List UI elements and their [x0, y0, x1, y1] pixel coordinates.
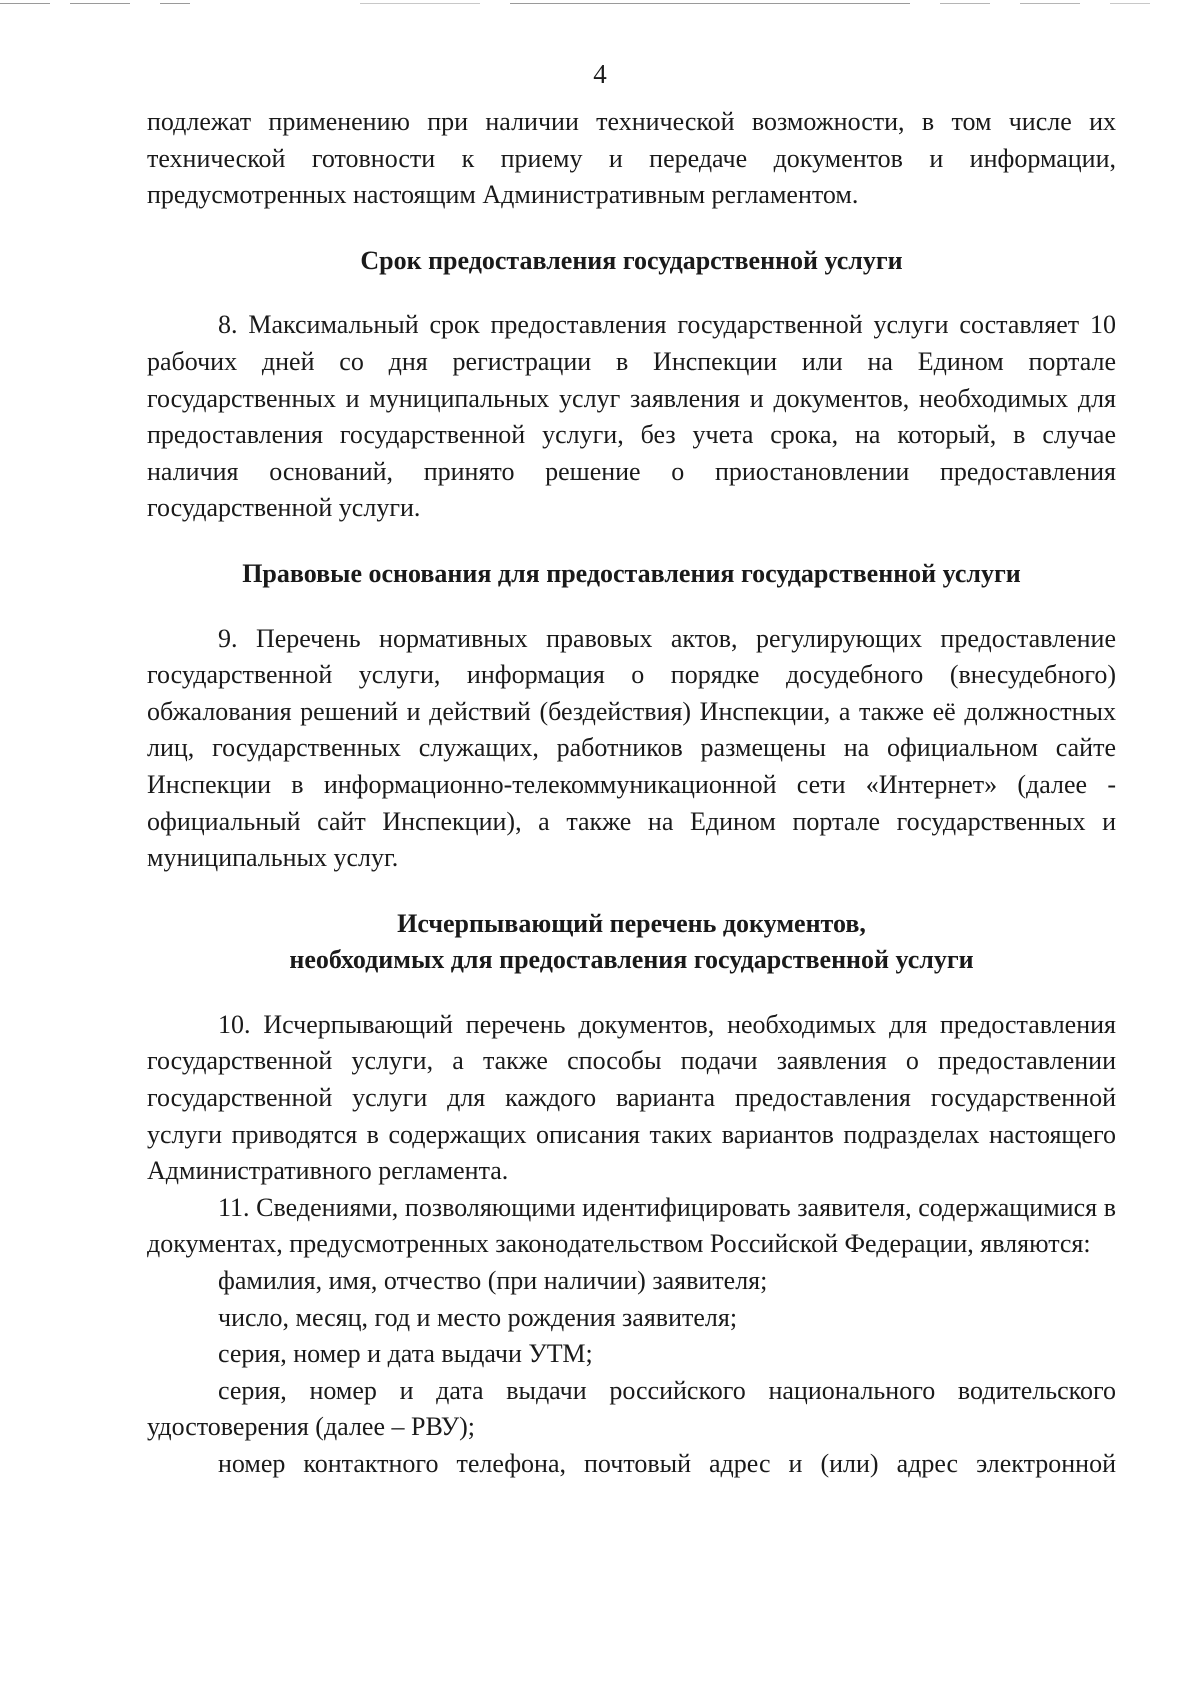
list-item: серия, номер и дата выдачи УТМ;: [218, 1339, 593, 1369]
section-heading-documents-line-2: необходимых для предоставления государственной услуги: [289, 945, 974, 975]
list-item-cut-off: номер контактного телефона, почтовый адрес и (или) адрес электронной: [218, 1449, 1116, 1478]
scan-top-edge: [0, 0, 1200, 8]
section-heading-term: Срок предоставления государственной услуги: [360, 245, 903, 275]
paragraph-8: 8. Максимальный срок предоставления государственной услуги составляет 10 рабочих дней со дня регистрации в Инспекции или на Едином портале государственных и муниципальных услуг заявления и документов, необходимых для предоставления государственной услуги, без учета срока, на который, в случае наличия оснований, принято решение о приостановлении предоставления государственной услуги.: [147, 310, 1116, 523]
list-item: число, месяц, год и место рождения заявителя;: [218, 1302, 738, 1332]
section-heading-documents-line-1: Исчерпывающий перечень документов,: [397, 908, 866, 938]
paragraph-continuation: подлежат применению при наличии технической возможности, в том числе их технической готовности к приему и передаче документов и информации, предусмотренных настоящим Административным регламентом.: [147, 107, 1116, 210]
page-number: 4: [593, 59, 607, 89]
document-body: [147, 104, 1116, 1483]
paragraph-11: 11. Сведениями, позволяющими идентифицировать заявителя, содержащимися в документах, предусмотренных законодательством Российской Федерации, являются:: [147, 1192, 1116, 1259]
paragraph-9: 9. Перечень нормативных правовых актов, регулирующих предоставление государственной услуги, информация о порядке досудебного (внесудебного) обжалования решений и действий (бездействия) Инспекции, а также её должностных лиц, государственных служащих, работников размещены на официальном сайте Инспекции в информационно-телекоммуникационной сети «Интернет» (далее - официальный сайт Инспекции), а также на Едином портале государственных и муниципальных услуг.: [147, 623, 1116, 873]
section-heading-documents: [147, 906, 1116, 979]
list-item: фамилия, имя, отчество (при наличии) заявителя;: [218, 1266, 768, 1296]
paragraph-10: 10. Исчерпывающий перечень документов, необходимых для предоставления государственной услуги, а также способы подачи заявления о предоставлении государственной услуги для каждого варианта предоставления государственной услуги приводятся в содержащих описания таких вариантов подразделах настоящего Административного регламента.: [147, 1009, 1116, 1186]
list-item-multiline: серия, номер и дата выдачи российского национального водительского удостоверения (далее – РВУ);: [147, 1375, 1116, 1442]
section-heading-legal-basis: Правовые основания для предоставления государственной услуги: [242, 558, 1021, 588]
